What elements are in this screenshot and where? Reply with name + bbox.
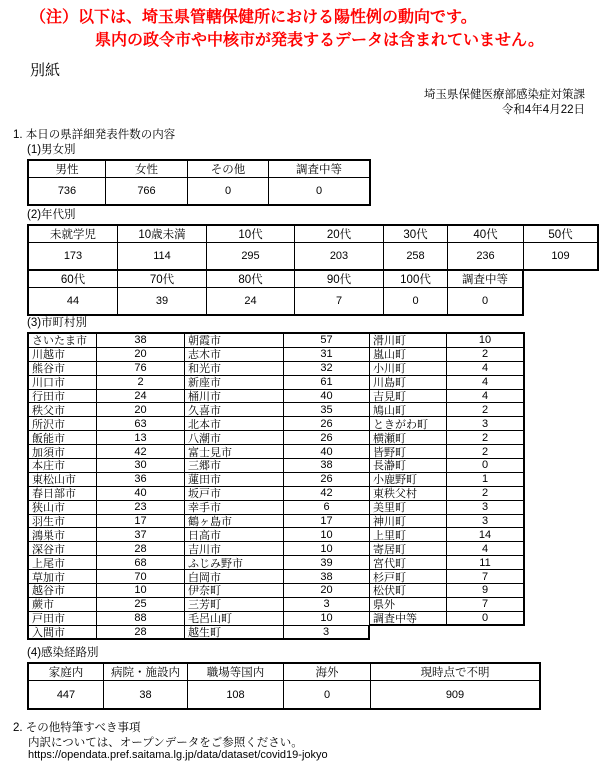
table-cell: 0 xyxy=(284,681,371,710)
age-table-part2 xyxy=(27,271,524,316)
caution-note-line1: （注）以下は、埼玉県管轄保健所における陽性例の動向です。 xyxy=(30,9,477,26)
table-cell: 39 xyxy=(284,556,370,570)
table-cell: 14 xyxy=(447,528,525,542)
table-cell: 7 xyxy=(447,570,525,584)
table-cell: 狭山市 xyxy=(29,501,97,515)
table-row xyxy=(29,473,525,487)
table-cell: 70 xyxy=(97,570,185,584)
table-cell: 東秩父村 xyxy=(370,487,447,501)
table-cell: 吉見町 xyxy=(370,390,447,404)
table-cell: 0 xyxy=(188,178,269,206)
table-cell: 男性 xyxy=(29,161,106,178)
table-cell: 4 xyxy=(447,362,525,376)
table-cell: 鴻巣市 xyxy=(29,528,97,542)
table-cell: 80代 xyxy=(207,271,295,288)
table-cell: 行田市 xyxy=(29,390,97,404)
table-cell: 坂戸市 xyxy=(185,487,284,501)
municipality-table xyxy=(27,332,525,640)
table-cell: 滑川町 xyxy=(370,334,447,348)
table-cell: 36 xyxy=(97,473,185,487)
table-cell: 40 xyxy=(284,445,370,459)
table-cell: 26 xyxy=(284,473,370,487)
table-cell: さいたま市 xyxy=(29,334,97,348)
section1-title: 1. 本日の県詳細発表件数の内容 xyxy=(13,129,176,141)
table-cell: 109 xyxy=(524,243,599,271)
table-row xyxy=(29,243,599,271)
route-section xyxy=(27,644,541,710)
table-row xyxy=(29,584,525,598)
table-cell: 女性 xyxy=(106,161,188,178)
table-cell: 4 xyxy=(447,390,525,404)
table-cell: 114 xyxy=(118,243,207,271)
table-cell: 23 xyxy=(97,501,185,515)
table-cell: 職場等国内 xyxy=(188,664,284,681)
table-row xyxy=(29,431,525,445)
table-cell: 28 xyxy=(97,626,185,640)
table-cell: 八潮市 xyxy=(185,431,284,445)
table-cell: 神川町 xyxy=(370,515,447,529)
table-cell: 嵐山町 xyxy=(370,348,447,362)
table-cell: 未就学児 xyxy=(29,226,118,243)
table-cell: 63 xyxy=(97,417,185,431)
table-cell: 羽生市 xyxy=(29,515,97,529)
gender-table xyxy=(27,159,371,206)
table-cell: 35 xyxy=(284,403,370,417)
table-cell: 草加市 xyxy=(29,570,97,584)
table-cell: 295 xyxy=(207,243,295,271)
table-cell: 蓮田市 xyxy=(185,473,284,487)
table-cell: 0 xyxy=(447,612,525,626)
table-cell: 3 xyxy=(284,598,370,612)
table-cell: 236 xyxy=(448,243,524,271)
table-cell: 39 xyxy=(118,288,207,316)
table-cell: 20 xyxy=(97,348,185,362)
table-row xyxy=(29,288,524,316)
table-cell: 毛呂山町 xyxy=(185,612,284,626)
table-row xyxy=(29,271,524,288)
table-cell: 鶴ヶ島市 xyxy=(185,515,284,529)
table-cell: 447 xyxy=(29,681,104,710)
table-cell: 0 xyxy=(269,178,371,206)
table-cell: 7 xyxy=(447,598,525,612)
table-cell: 2 xyxy=(97,376,185,390)
table-cell: 38 xyxy=(284,570,370,584)
table-cell: 68 xyxy=(97,556,185,570)
table-cell: 17 xyxy=(97,515,185,529)
table-row xyxy=(29,459,525,473)
table-cell: 県外 xyxy=(370,598,447,612)
table-cell: 38 xyxy=(284,459,370,473)
table-cell: 寄居町 xyxy=(370,542,447,556)
table-cell: 病院・施設内 xyxy=(104,664,188,681)
table-cell: 909 xyxy=(371,681,541,710)
table-cell: 調査中等 xyxy=(448,271,524,288)
table-cell: 40代 xyxy=(448,226,524,243)
table-cell: 38 xyxy=(97,334,185,348)
table-cell: 3 xyxy=(447,417,525,431)
table-cell: 長瀞町 xyxy=(370,459,447,473)
table-cell: 松伏町 xyxy=(370,584,447,598)
table-cell: 日高市 xyxy=(185,528,284,542)
table-cell: 三芳町 xyxy=(185,598,284,612)
table-cell: 朝霞市 xyxy=(185,334,284,348)
table-cell: 258 xyxy=(384,243,448,271)
table-cell: 38 xyxy=(104,681,188,710)
table-cell: 所沢市 xyxy=(29,417,97,431)
age-table-part1 xyxy=(27,224,599,271)
table-cell: 越谷市 xyxy=(29,584,97,598)
table-row xyxy=(29,556,525,570)
table-cell: 2 xyxy=(447,431,525,445)
table-cell: 調査中等 xyxy=(370,612,447,626)
table-cell: 44 xyxy=(29,288,118,316)
table-cell: 2 xyxy=(447,403,525,417)
table-row xyxy=(29,681,541,710)
table-row xyxy=(29,390,525,404)
table-cell: 57 xyxy=(284,334,370,348)
table-cell: 173 xyxy=(29,243,118,271)
table-cell: 40 xyxy=(97,487,185,501)
table-cell: 6 xyxy=(284,501,370,515)
table-row xyxy=(29,348,525,362)
caution-note-line2: 県内の政令市や中核市が発表するデータは含まれていません。 xyxy=(95,32,544,49)
table-cell: 上里町 xyxy=(370,528,447,542)
table-cell: 40 xyxy=(284,390,370,404)
table-cell: 家庭内 xyxy=(29,664,104,681)
table-cell: 久喜市 xyxy=(185,403,284,417)
table-cell: 横瀬町 xyxy=(370,431,447,445)
section2-note: 内訳については、オープンデータをご参照ください。 xyxy=(28,737,303,749)
table-cell: 0 xyxy=(384,288,448,316)
issue-date: 令和4年4月22日 xyxy=(501,104,585,116)
table-row xyxy=(29,501,525,515)
municipality-section xyxy=(27,314,525,640)
table-cell: 越生町 xyxy=(185,626,284,640)
table-cell: 3 xyxy=(447,501,525,515)
table-cell: 42 xyxy=(284,487,370,501)
table-row xyxy=(29,487,525,501)
table-cell: 10 xyxy=(284,542,370,556)
table-cell: 飯能市 xyxy=(29,431,97,445)
table-cell: 25 xyxy=(97,598,185,612)
table-row xyxy=(29,417,525,431)
table-row xyxy=(29,362,525,376)
table-cell: 90代 xyxy=(295,271,384,288)
table-row xyxy=(29,376,525,390)
opendata-url: https://opendata.pref.saitama.lg.jp/data/dataset/covid19-jokyo xyxy=(28,749,328,761)
table-cell: 三郷市 xyxy=(185,459,284,473)
table-cell: 108 xyxy=(188,681,284,710)
table-cell: 吉川市 xyxy=(185,542,284,556)
municipality-table-label: (3)市町村別 xyxy=(27,317,88,329)
table-cell: 2 xyxy=(447,487,525,501)
table-cell: 70代 xyxy=(118,271,207,288)
table-cell: 30代 xyxy=(384,226,448,243)
age-table-label: (2)年代別 xyxy=(27,209,76,221)
table-cell: 東松山市 xyxy=(29,473,97,487)
table-cell: 蕨市 xyxy=(29,598,97,612)
issuer-block xyxy=(424,88,585,118)
table-cell: 10 xyxy=(284,528,370,542)
table-cell: 26 xyxy=(284,417,370,431)
table-row xyxy=(29,542,525,556)
table-cell: 31 xyxy=(284,348,370,362)
table-cell: 幸手市 xyxy=(185,501,284,515)
route-table xyxy=(27,662,541,710)
table-cell: 白岡市 xyxy=(185,570,284,584)
table-row xyxy=(29,515,525,529)
table-cell: 3 xyxy=(447,515,525,529)
table-cell: 杉戸町 xyxy=(370,570,447,584)
table-cell: 小鹿野町 xyxy=(370,473,447,487)
table-cell: 17 xyxy=(284,515,370,529)
table-cell: 10歳未満 xyxy=(118,226,207,243)
table-cell: 1 xyxy=(447,473,525,487)
table-cell: 37 xyxy=(97,528,185,542)
table-row xyxy=(29,612,525,626)
table-row xyxy=(29,570,525,584)
issuer-department: 埼玉県保健医療部感染症対策課 xyxy=(424,89,585,101)
table-cell: 鳩山町 xyxy=(370,403,447,417)
table-cell: 美里町 xyxy=(370,501,447,515)
table-cell: 11 xyxy=(447,556,525,570)
table-cell: 203 xyxy=(295,243,384,271)
table-cell: 春日部市 xyxy=(29,487,97,501)
table-cell: 10代 xyxy=(207,226,295,243)
table-cell: 2 xyxy=(447,348,525,362)
table-cell: 60代 xyxy=(29,271,118,288)
table-cell: 0 xyxy=(447,459,525,473)
table-cell: 宮代町 xyxy=(370,556,447,570)
table-row xyxy=(29,445,525,459)
table-cell: 海外 xyxy=(284,664,371,681)
table-cell: 2 xyxy=(447,445,525,459)
table-cell: 伊奈町 xyxy=(185,584,284,598)
table-cell: 加須市 xyxy=(29,445,97,459)
table-cell: 13 xyxy=(97,431,185,445)
table-cell: 10 xyxy=(97,584,185,598)
table-cell: 76 xyxy=(97,362,185,376)
age-section xyxy=(27,206,599,316)
table-cell: 深谷市 xyxy=(29,542,97,556)
table-cell: 川島町 xyxy=(370,376,447,390)
table-cell: 北本市 xyxy=(185,417,284,431)
table-cell: 20 xyxy=(97,403,185,417)
table-cell: 4 xyxy=(447,542,525,556)
table-cell: 10 xyxy=(284,612,370,626)
table-cell: 24 xyxy=(97,390,185,404)
table-row xyxy=(29,626,525,640)
table-cell: 88 xyxy=(97,612,185,626)
table-cell: 桶川市 xyxy=(185,390,284,404)
table-row xyxy=(29,598,525,612)
table-cell: 皆野町 xyxy=(370,445,447,459)
table-cell: 100代 xyxy=(384,271,448,288)
table-cell: その他 xyxy=(188,161,269,178)
section2-title: 2. その他特筆すべき事項 xyxy=(13,722,141,734)
table-cell: 調査中等 xyxy=(269,161,371,178)
table-cell: 入間市 xyxy=(29,626,97,640)
table-cell: 42 xyxy=(97,445,185,459)
table-cell: 0 xyxy=(448,288,524,316)
table-cell: 新座市 xyxy=(185,376,284,390)
caution-note xyxy=(30,6,544,52)
table-row xyxy=(29,403,525,417)
table-row xyxy=(29,226,599,243)
table-cell: 28 xyxy=(97,542,185,556)
table-cell: 32 xyxy=(284,362,370,376)
table-cell: 20 xyxy=(284,584,370,598)
table-cell: 766 xyxy=(106,178,188,206)
table-cell: 20代 xyxy=(295,226,384,243)
table-row xyxy=(29,664,541,681)
table-cell: 50代 xyxy=(524,226,599,243)
table-cell: ふじみ野市 xyxy=(185,556,284,570)
table-cell: 24 xyxy=(207,288,295,316)
table-row xyxy=(29,161,371,178)
table-cell: 10 xyxy=(447,334,525,348)
table-cell: 3 xyxy=(284,626,370,640)
table-cell: 川口市 xyxy=(29,376,97,390)
table-row xyxy=(29,334,525,348)
table-cell: 小川町 xyxy=(370,362,447,376)
table-cell: 26 xyxy=(284,431,370,445)
table-cell: 志木市 xyxy=(185,348,284,362)
table-cell: 和光市 xyxy=(185,362,284,376)
table-cell: ときがわ町 xyxy=(370,417,447,431)
table-cell: 736 xyxy=(29,178,106,206)
gender-section xyxy=(27,141,371,206)
table-cell: 川越市 xyxy=(29,348,97,362)
table-cell: 上尾市 xyxy=(29,556,97,570)
table-cell: 9 xyxy=(447,584,525,598)
table-cell: 61 xyxy=(284,376,370,390)
table-cell: 戸田市 xyxy=(29,612,97,626)
table-cell: 7 xyxy=(295,288,384,316)
table-cell: 秩父市 xyxy=(29,403,97,417)
table-row xyxy=(29,528,525,542)
table-cell: 熊谷市 xyxy=(29,362,97,376)
gender-table-label: (1)男女別 xyxy=(27,144,76,156)
attachment-label: 別紙 xyxy=(30,62,61,79)
table-cell: 30 xyxy=(97,459,185,473)
table-row xyxy=(29,178,371,206)
table-cell: 本庄市 xyxy=(29,459,97,473)
route-table-label: (4)感染経路別 xyxy=(27,647,99,659)
table-cell: 4 xyxy=(447,376,525,390)
table-cell: 富士見市 xyxy=(185,445,284,459)
table-cell: 現時点で不明 xyxy=(371,664,541,681)
